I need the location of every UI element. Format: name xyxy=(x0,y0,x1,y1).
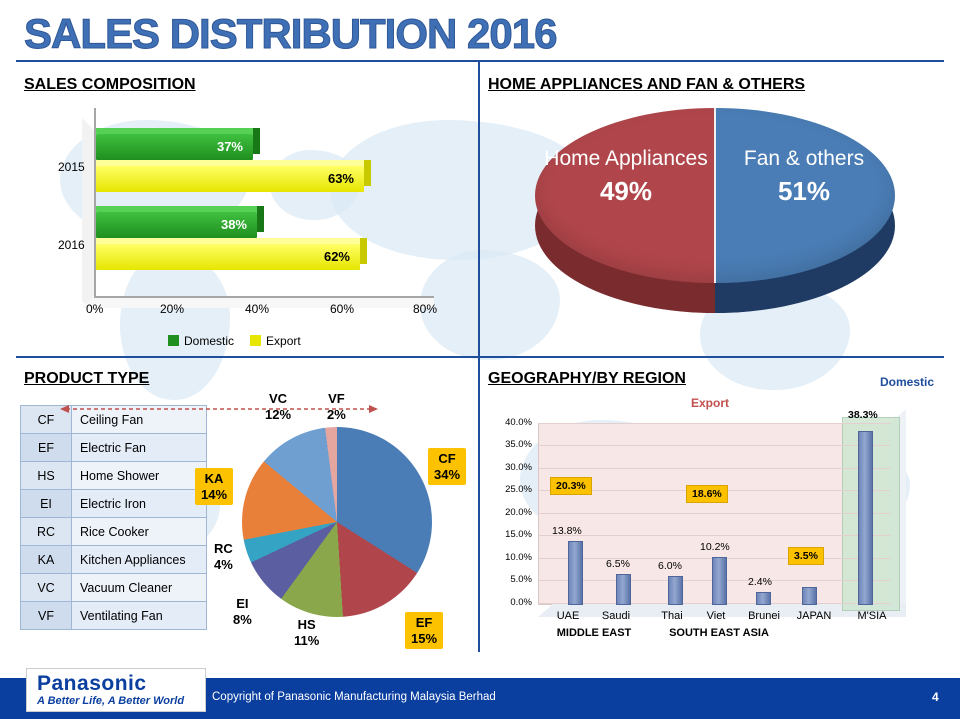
bar-label-2015-export: 63% xyxy=(327,171,354,186)
bar-brunei xyxy=(756,592,771,605)
pie-label-rc xyxy=(214,541,233,572)
chart-geography xyxy=(490,395,945,655)
value-viet: 10.2% xyxy=(700,541,730,553)
page-number: 4 xyxy=(932,690,939,704)
pie-label-ka xyxy=(195,468,233,505)
pie-value-cf: 34% xyxy=(434,466,461,482)
bar-label-2016-domestic: 38% xyxy=(220,217,247,232)
y-tick-40: 40.0% xyxy=(505,417,532,428)
bar-japan xyxy=(802,587,817,605)
x-label-japan: JAPAN xyxy=(796,610,832,622)
panel-title-sales-composition: SALES COMPOSITION xyxy=(24,76,196,93)
pie-label-cf-text: CF xyxy=(438,451,456,466)
legend-label-domestic: Domestic xyxy=(184,334,235,348)
x-tick-2: 40% xyxy=(245,302,270,316)
cell-code: HS xyxy=(21,462,72,490)
pie-label-ef-text: EF xyxy=(415,615,433,630)
value-brunei: 2.4% xyxy=(748,576,772,588)
table-row xyxy=(21,518,207,546)
cell-name: Home Shower xyxy=(72,462,207,490)
y-tick-30: 30.0% xyxy=(505,462,532,473)
cell-code: VC xyxy=(21,574,72,602)
domestic-label: Domestic xyxy=(880,375,935,389)
bar-uae xyxy=(568,541,583,605)
pie-label-ef xyxy=(405,612,443,649)
bar-2016-domestic xyxy=(96,212,257,238)
x-axis xyxy=(94,296,434,298)
pie-value-ei: 8% xyxy=(233,611,252,627)
pie-3d xyxy=(535,108,895,318)
pie-separator xyxy=(714,108,716,283)
export-range-indicator xyxy=(60,402,378,414)
product-type-table xyxy=(20,405,207,630)
pie-slice-home-appliances xyxy=(543,146,709,207)
x-label-msia: M'SIA xyxy=(857,610,887,622)
value-msia: 38.3% xyxy=(848,409,878,421)
pie-value-hs: 11% xyxy=(294,632,320,648)
y-tick-5: 5.0% xyxy=(510,574,532,585)
value-uae: 13.8% xyxy=(552,525,582,537)
page-title: SALES DISTRIBUTION 2016 xyxy=(24,10,557,57)
bar-label-2016-export: 62% xyxy=(323,249,350,264)
pie-surface xyxy=(242,427,432,617)
x-tick-3: 60% xyxy=(330,302,355,316)
pie-label-vf-text: VF xyxy=(328,391,345,406)
y-tick-0: 0.0% xyxy=(510,597,532,608)
cell-code: EF xyxy=(21,434,72,462)
pie-value-ka: 14% xyxy=(201,486,228,502)
x-label-brunei: Brunei xyxy=(748,610,780,622)
x-tick-0: 0% xyxy=(86,302,104,316)
chart-product-type-pie xyxy=(242,427,432,617)
pie-label-cf xyxy=(428,448,466,485)
copyright-text: Copyright of Panasonic Manufacturing Malaysia Berhad xyxy=(212,691,496,703)
pie-value-vc: 12% xyxy=(265,406,292,422)
y-tick-20: 20.0% xyxy=(505,507,532,518)
bar-viet xyxy=(712,557,727,605)
export-arrow-icon xyxy=(60,403,378,415)
y-tick-2015: 2015 xyxy=(58,160,85,174)
pie-label-ei xyxy=(233,596,252,627)
title-divider xyxy=(16,60,944,62)
table-row xyxy=(21,602,207,630)
bar-thai xyxy=(668,576,683,605)
table-row xyxy=(21,574,207,602)
value-saudi: 6.5% xyxy=(606,558,630,570)
legend-item-domestic xyxy=(168,334,234,348)
table-row xyxy=(21,490,207,518)
y-tick-35: 35.0% xyxy=(505,439,532,450)
y-tick-15: 15.0% xyxy=(505,529,532,540)
x-label-thai: Thai xyxy=(661,610,683,622)
table-row xyxy=(21,462,207,490)
cell-name: Ceiling Fan xyxy=(72,406,207,434)
pie-label-ei-text: EI xyxy=(236,596,249,611)
cell-code: RC xyxy=(21,518,72,546)
pie-label-vc-text: VC xyxy=(268,391,288,406)
cell-code: VF xyxy=(21,602,72,630)
cell-code: EI xyxy=(21,490,72,518)
bar-msia xyxy=(858,431,873,605)
table-row xyxy=(21,434,207,462)
pie-label-hs xyxy=(294,617,319,648)
pie-label-fan-others: Fan & others xyxy=(743,147,865,170)
legend-swatch-domestic xyxy=(168,335,179,346)
pie-value-ef: 15% xyxy=(411,630,438,646)
region-label-middle-east: MIDDLE EAST xyxy=(556,627,632,639)
x-label-saudi: Saudi xyxy=(601,610,631,622)
legend-label-export: Export xyxy=(266,334,301,348)
pie-value-vf: 2% xyxy=(327,406,346,422)
chart-home-appliances-pie xyxy=(490,100,945,350)
total-middle-east: 20.3% xyxy=(550,477,592,495)
region-label-south-east-asia: SOUTH EAST ASIA xyxy=(669,627,769,639)
cell-name: Electric Fan xyxy=(72,434,207,462)
legend-item-export xyxy=(250,334,301,348)
cell-name: Electric Iron xyxy=(72,490,207,518)
horizontal-divider xyxy=(16,356,944,358)
y-tick-25: 25.0% xyxy=(505,484,532,495)
bar-2016-export xyxy=(96,244,360,270)
brand-slogan: A Better Life, A Better World xyxy=(37,695,185,707)
x-tick-4: 80% xyxy=(413,302,438,316)
product-type-section xyxy=(20,391,480,655)
pie-label-ka-text: KA xyxy=(204,471,224,486)
y-tick-2016: 2016 xyxy=(58,238,85,252)
brand-name: Panasonic xyxy=(37,672,147,695)
legend xyxy=(168,334,301,348)
export-label: Export xyxy=(686,396,734,410)
panel-title-product-type: PRODUCT TYPE xyxy=(24,370,150,387)
panasonic-logo xyxy=(26,668,206,712)
y-tick-10: 10.0% xyxy=(505,552,532,563)
bar-2015-domestic xyxy=(96,134,253,160)
legend-swatch-export xyxy=(250,335,261,346)
cell-code: CF xyxy=(21,406,72,434)
panel-title-home-appliances: HOME APPLIANCES AND FAN & OTHERS xyxy=(488,76,806,93)
x-label-uae: UAE xyxy=(556,610,580,622)
pie-label-home-appliances: Home Appliances xyxy=(544,147,708,170)
cell-name: Vacuum Cleaner xyxy=(72,574,207,602)
pie-slice-fan-others xyxy=(721,146,887,207)
table-row xyxy=(21,546,207,574)
total-south-east-asia: 18.6% xyxy=(686,485,728,503)
total-japan: 3.5% xyxy=(788,547,824,565)
x-label-viet: Viet xyxy=(706,610,726,622)
chart-sales-composition xyxy=(20,100,460,350)
cell-code: KA xyxy=(21,546,72,574)
x-tick-1: 20% xyxy=(160,302,185,316)
bar-label-2015-domestic: 37% xyxy=(216,139,243,154)
pie-label-hs-text: HS xyxy=(297,617,316,632)
pie-value-rc: 4% xyxy=(214,556,233,572)
pie-label-rc-text: RC xyxy=(214,541,233,556)
cell-name: Kitchen Appliances xyxy=(72,546,207,574)
bar-2015-export xyxy=(96,166,364,192)
panel-title-geography: GEOGRAPHY/BY REGION xyxy=(488,370,686,387)
cell-name: Ventilating Fan xyxy=(72,602,207,630)
chart-wall xyxy=(82,118,94,308)
value-thai: 6.0% xyxy=(658,560,682,572)
pie-value-home-appliances: 49% xyxy=(599,175,653,206)
cell-name: Rice Cooker xyxy=(72,518,207,546)
pie-value-fan-others: 51% xyxy=(777,175,831,206)
bar-saudi xyxy=(616,574,631,605)
